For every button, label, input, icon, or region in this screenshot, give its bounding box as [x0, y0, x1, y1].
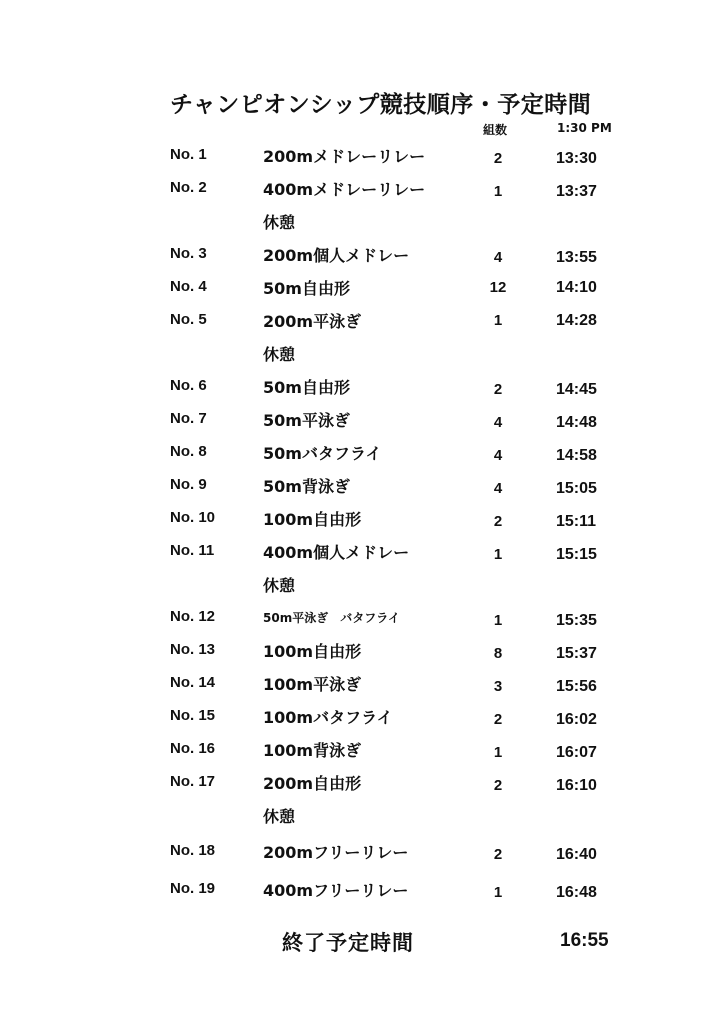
event-name: 200m平泳ぎ	[263, 312, 362, 331]
table-row	[0, 740, 724, 768]
group-count: 3	[493, 678, 503, 695]
scheduled-time: 15:37	[556, 645, 597, 662]
event-number: No. 10	[170, 509, 216, 526]
scheduled-time: 13:55	[556, 249, 597, 266]
event-name: 50m平泳ぎ	[263, 411, 350, 430]
break-row	[0, 575, 724, 603]
event-name: 200mメドレーリレー	[263, 147, 426, 166]
event-number: No. 18	[170, 842, 216, 859]
event-number: No. 6	[170, 377, 207, 394]
scheduled-time: 13:37	[556, 183, 597, 200]
table-row	[0, 278, 724, 306]
table-row	[0, 842, 724, 870]
event-name: 50m背泳ぎ	[263, 477, 350, 496]
table-row	[0, 443, 724, 471]
event-name: 200m個人メドレー	[263, 246, 410, 265]
scheduled-time: 16:48	[556, 884, 597, 901]
scheduled-time: 16:07	[556, 744, 597, 761]
group-count: 2	[493, 150, 503, 167]
event-number: No. 3	[170, 245, 207, 262]
end-time-label: 終了予定時間	[282, 931, 414, 955]
page-title: チャンピオンシップ競技順序・予定時間	[170, 92, 592, 118]
scheduled-time: 15:11	[556, 513, 597, 530]
event-name: 休憩	[263, 807, 296, 826]
event-number: No. 16	[170, 740, 216, 757]
table-row	[0, 146, 724, 174]
scheduled-time: 14:58	[556, 447, 597, 464]
table-row	[0, 410, 724, 438]
start-time-header: 1:30 PM	[557, 121, 612, 135]
table-row	[0, 773, 724, 801]
scheduled-time: 15:35	[556, 612, 597, 629]
event-name: 50m平泳ぎ バタフライ	[263, 611, 400, 625]
event-name: 400mフリーリレー	[263, 881, 409, 900]
event-number: No. 4	[170, 278, 207, 295]
group-count: 8	[493, 645, 503, 662]
scheduled-time: 14:28	[556, 312, 597, 329]
group-count: 1	[493, 546, 503, 563]
table-row	[0, 245, 724, 273]
scheduled-time: 13:30	[556, 150, 597, 167]
event-number: No. 9	[170, 476, 207, 493]
event-name: 100mバタフライ	[263, 708, 393, 727]
group-count: 12	[489, 279, 507, 296]
scheduled-time: 15:15	[556, 546, 597, 563]
group-count: 4	[493, 480, 503, 497]
event-name: 100m自由形	[263, 510, 362, 529]
table-row	[0, 707, 724, 735]
table-row	[0, 542, 724, 570]
table-row	[0, 880, 724, 908]
group-count: 1	[493, 884, 503, 901]
break-row	[0, 212, 724, 240]
table-row	[0, 641, 724, 669]
group-count: 2	[493, 777, 503, 794]
group-count: 2	[493, 381, 503, 398]
event-name: 50mバタフライ	[263, 444, 382, 463]
table-row	[0, 608, 724, 636]
event-name: 400mメドレーリレー	[263, 180, 426, 199]
scheduled-time: 16:02	[556, 711, 597, 728]
event-name: 100m平泳ぎ	[263, 675, 362, 694]
event-name: 50m自由形	[263, 279, 350, 298]
group-count: 4	[493, 447, 503, 464]
table-row	[0, 509, 724, 537]
event-number: No. 17	[170, 773, 216, 790]
group-count: 1	[493, 312, 503, 329]
table-row	[0, 377, 724, 405]
group-count: 2	[493, 846, 503, 863]
event-number: No. 7	[170, 410, 207, 427]
table-row	[0, 674, 724, 702]
event-number: No. 1	[170, 146, 207, 163]
group-count: 2	[493, 513, 503, 530]
event-number: No. 8	[170, 443, 207, 460]
group-count: 1	[493, 744, 503, 761]
scheduled-time: 15:05	[556, 480, 597, 497]
group-count: 1	[493, 183, 503, 200]
group-count: 4	[493, 249, 503, 266]
scheduled-time: 14:10	[556, 279, 597, 296]
event-name: 100m自由形	[263, 642, 362, 661]
scheduled-time: 14:48	[556, 414, 597, 431]
event-number: No. 5	[170, 311, 207, 328]
break-row	[0, 344, 724, 372]
event-name: 休憩	[263, 345, 296, 364]
event-number: No. 15	[170, 707, 216, 724]
event-number: No. 19	[170, 880, 216, 897]
table-row	[0, 179, 724, 207]
event-name: 200m自由形	[263, 774, 362, 793]
scheduled-time: 15:56	[556, 678, 597, 695]
event-name: 50m自由形	[263, 378, 350, 397]
event-number: No. 2	[170, 179, 207, 196]
event-name: 休憩	[263, 213, 296, 232]
end-time-value: 16:55	[560, 930, 609, 951]
event-number: No. 14	[170, 674, 216, 691]
scheduled-time: 16:10	[556, 777, 597, 794]
break-row	[0, 806, 724, 834]
event-number: No. 12	[170, 608, 216, 625]
scheduled-time: 14:45	[556, 381, 597, 398]
group-count: 1	[493, 612, 503, 629]
event-name: 休憩	[263, 576, 296, 595]
group-count: 4	[493, 414, 503, 431]
table-row	[0, 476, 724, 504]
event-number: No. 11	[170, 542, 215, 559]
event-name: 100m背泳ぎ	[263, 741, 362, 760]
event-number: No. 13	[170, 641, 216, 658]
event-name: 400m個人メドレー	[263, 543, 410, 562]
scheduled-time: 16:40	[556, 846, 597, 863]
event-name: 200mフリーリレー	[263, 843, 409, 862]
groups-column-header: 組数	[483, 123, 508, 137]
group-count: 2	[493, 711, 503, 728]
table-row	[0, 311, 724, 339]
